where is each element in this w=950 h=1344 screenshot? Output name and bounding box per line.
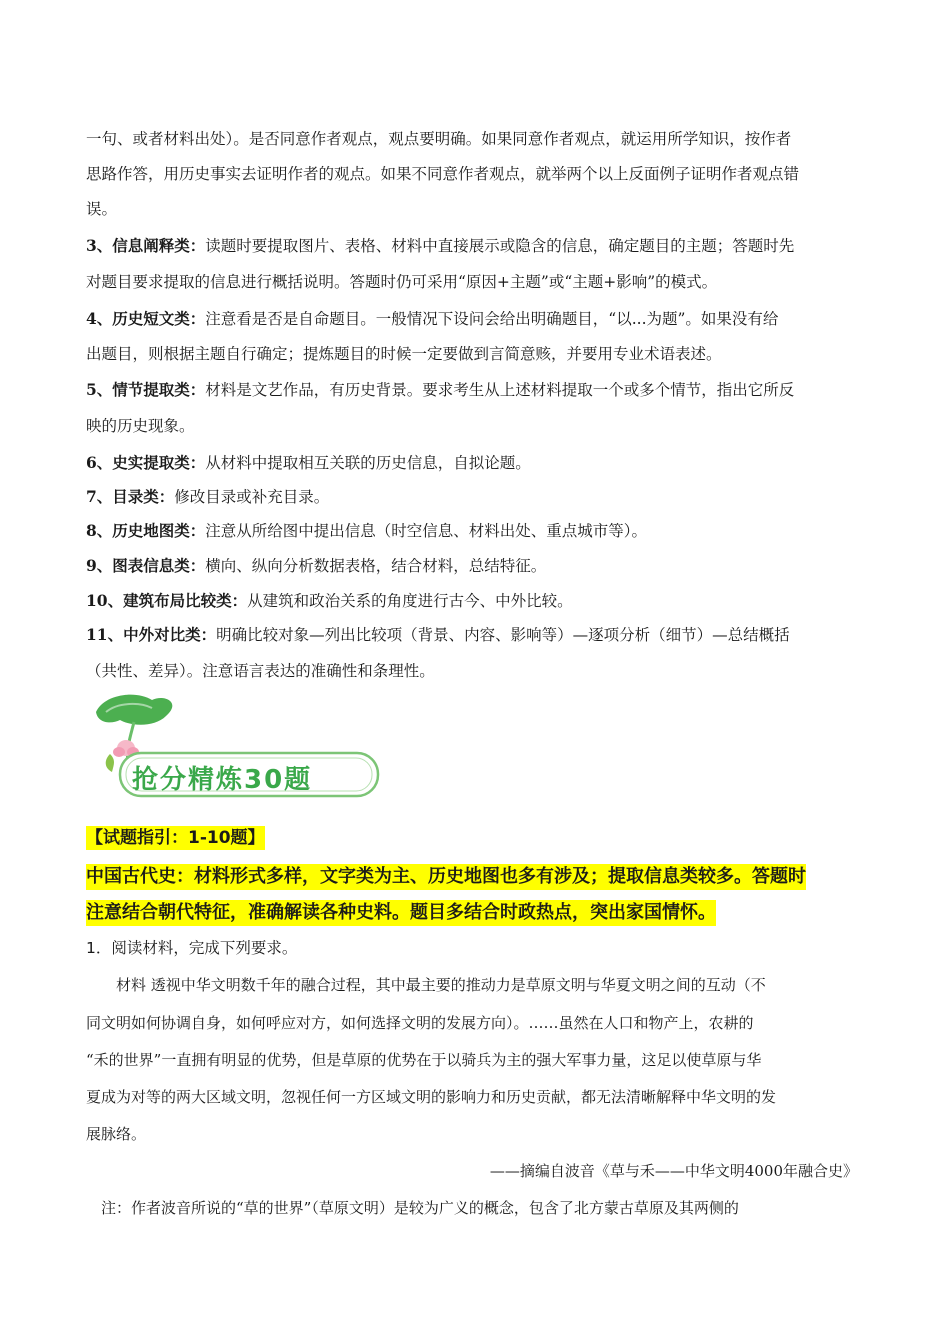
question-stem: 1．阅读材料，完成下列要求。 [86, 939, 298, 957]
type-11-label: 11、中外对比类： [86, 625, 217, 644]
continuation-line-3: 误。 [86, 200, 118, 218]
type-10-label: 10、建筑布局比较类： [86, 591, 248, 610]
type-6-line-1: 6、史实提取类：从材料中提取相互关联的历史信息，自拟论题。 [86, 453, 531, 472]
guide-line-2: 注意结合朝代特征，准确解读各种史料。题目多结合时政热点，突出家国情怀。 [86, 900, 716, 926]
material-note: 注：作者波音所说的“草的世界”（草原文明）是较为广义的概念，包含了北方蒙古草原及其两侧的 [86, 1199, 739, 1217]
type-4-line-2: 出题目，则根据主题自行确定；提炼题目的时候一定要做到言简意赅，并要用专业术语表述。 [86, 345, 722, 363]
material-source: ——摘编自波音《草与禾——中华文明4000年融合史》 [489, 1162, 858, 1180]
material-line-1: 材料 透视中华文明数千年的融合过程，其中最主要的推动力是草原文明与华夏文明之间的互动（不 [86, 976, 766, 994]
continuation-line-2: 思路作答，用历史事实去证明作者的观点。如果不同意作者观点，就举两个以上反面例子证明作者观点错 [86, 165, 800, 183]
type-11-line-1: 11、中外对比类：明确比较对象—列出比较项（背景、内容、影响等）—逐项分析（细节）—总结概括 [86, 625, 790, 644]
guide-title: 【试题指引：1-10题】 [86, 828, 265, 848]
type-7-label: 7、目录类： [86, 487, 175, 506]
type-5-label: 5、情节提取类： [86, 380, 206, 399]
type-4-label: 4、历史短文类： [86, 309, 206, 328]
type-6-label: 6、史实提取类： [86, 453, 206, 472]
type-3-line-1: 3、信息阐释类：读题时要提取图片、表格、材料中直接展示或隐含的信息，确定题目的主题；答题时先 [86, 236, 795, 255]
material-line-4: 夏成为对等的两大区域文明，忽视任何一方区域文明的影响力和历史贡献，都无法清晰解释中华文明的发 [86, 1088, 777, 1106]
type-5-line-2: 映的历史现象。 [86, 417, 195, 435]
type-5-line-1: 5、情节提取类：材料是文艺作品，有历史背景。要求考生从上述材料提取一个或多个情节，指出它所反 [86, 380, 795, 399]
continuation-line-1: 一句、或者材料出处）。是否同意作者观点，观点要明确。如果同意作者观点，就运用所学知识，按作者 [86, 130, 792, 148]
type-7-line-1: 7、目录类：修改目录或补充目录。 [86, 487, 330, 506]
material-line-3: “禾的世界”一直拥有明显的优势，但是草原的优势在于以骑兵为主的强大军事力量，这足以使草原与华 [86, 1051, 762, 1069]
guide-line-1: 中国古代史：材料形式多样，文字类为主、历史地图也多有涉及；提取信息类较多。答题时 [86, 864, 806, 890]
material-line-2: 同文明如何协调自身，如何呼应对方，如何选择文明的发展方向）。……虽然在人口和物产上，农耕的 [86, 1014, 754, 1032]
section-banner [90, 690, 390, 805]
material-line-5: 展脉络。 [86, 1125, 147, 1143]
type-8-line-1: 8、历史地图类：注意从所给图中提出信息（时空信息、材料出处、重点城市等）。 [86, 521, 648, 540]
type-10-line-1: 10、建筑布局比较类：从建筑和政治关系的角度进行古今、中外比较。 [86, 591, 573, 610]
type-3-label: 3、信息阐释类： [86, 236, 206, 255]
type-11-line-2: （共性、差异）。注意语言表达的准确性和条理性。 [86, 662, 435, 680]
type-9-label: 9、图表信息类： [86, 556, 206, 575]
type-8-label: 8、历史地图类： [86, 521, 206, 540]
type-9-line-1: 9、图表信息类：横向、纵向分析数据表格，结合材料，总结特征。 [86, 556, 547, 575]
type-3-line-2: 对题目要求提取的信息进行概括说明。答题时仍可采用“原因+主题”或“主题+影响”的模式。 [86, 273, 718, 291]
type-4-line-1: 4、历史短文类：注意看是否是自命题目。一般情况下设问会给出明确题目，“以...为题”。如果没有给 [86, 309, 779, 328]
banner-title: 抢分精炼30题 [132, 765, 313, 795]
